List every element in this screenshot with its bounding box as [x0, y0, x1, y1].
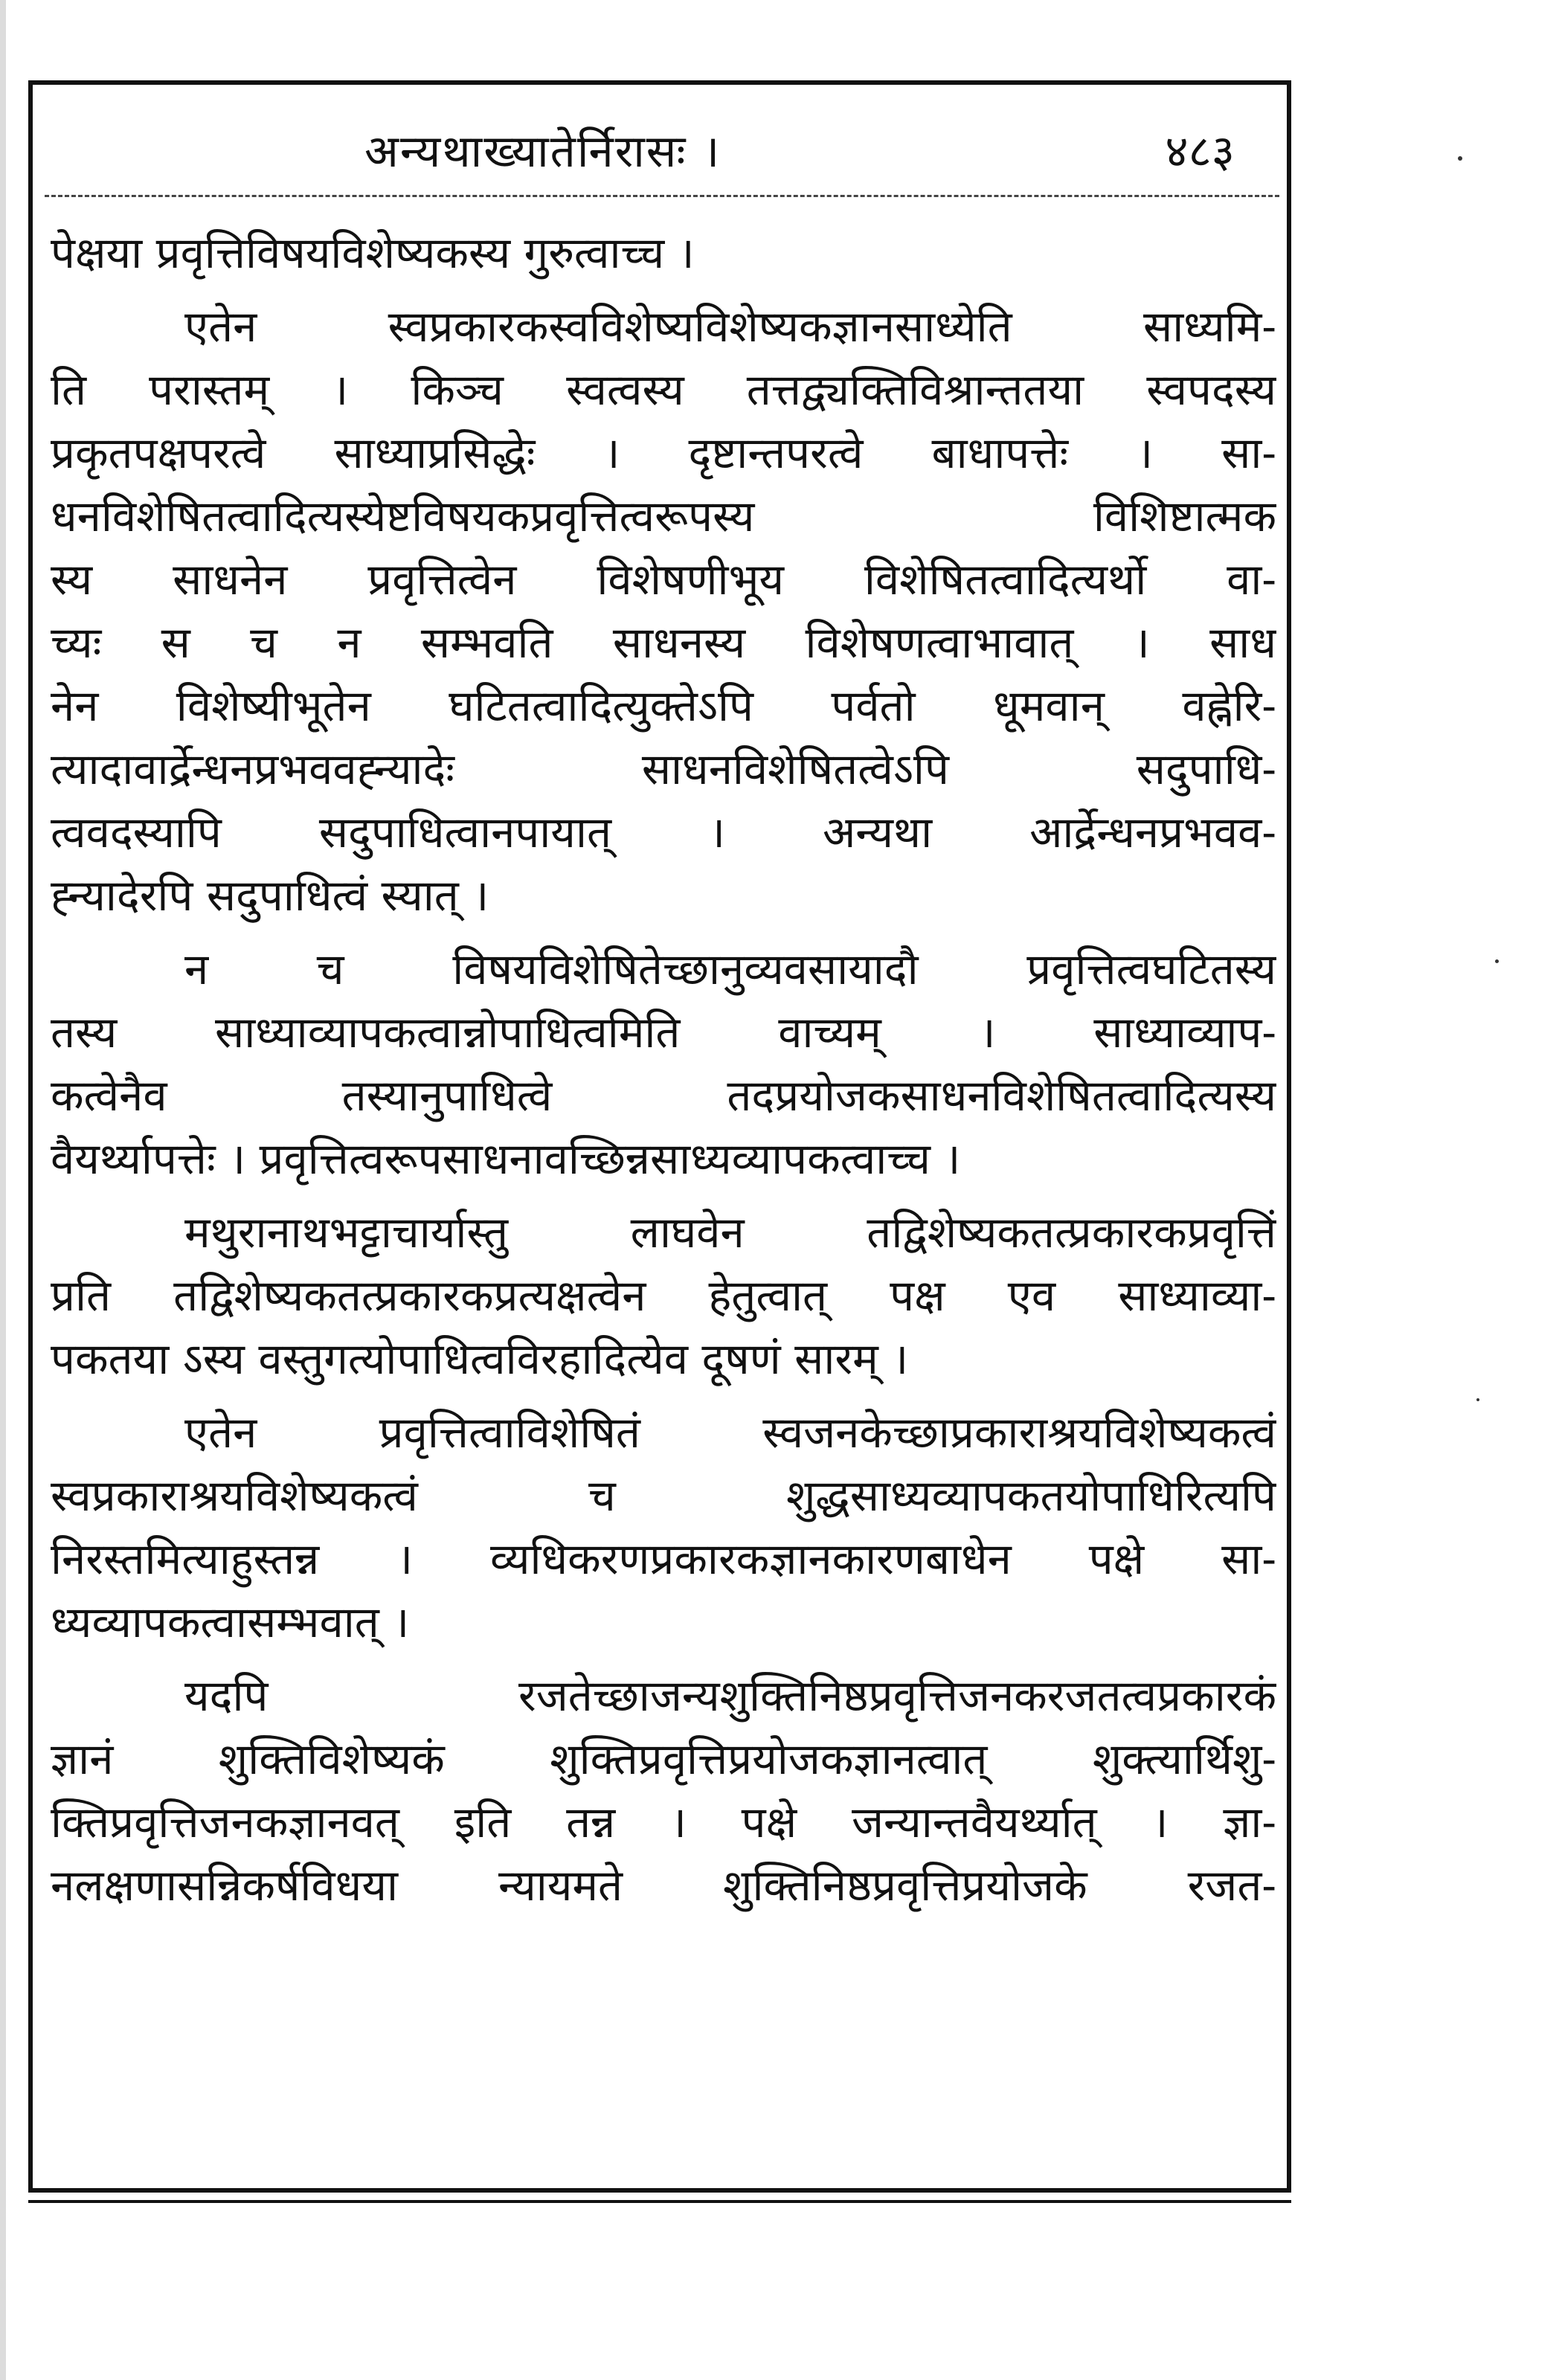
text-line: नेन विशेष्यीभूतेन घटितत्वादित्युक्तेऽपि पर्वतो धूमवान् वह्नेरि-	[51, 681, 1276, 731]
body-text	[51, 222, 1276, 1928]
page-number: ४८३	[1165, 126, 1235, 178]
text-line: स्य साधनेन प्रवृत्तित्वेन विशेषणीभूय विशेषितत्वादित्यर्थो वा-	[51, 554, 1276, 605]
text-line: ति परास्तम् । किञ्च स्वत्वस्य तत्तद्व्यक्तिविश्रान्ततया स्वपदस्य	[51, 364, 1276, 415]
text-line: नलक्षणासन्निकर्षविधया न्यायमते शुक्तिनिष्ठप्रवृत्तिप्रयोजके रजत-	[51, 1860, 1276, 1911]
text-line: पेक्षया प्रवृत्तिविषयविशेष्यकस्य गुरुत्वाच्च ।	[51, 228, 695, 278]
running-head	[45, 119, 1279, 186]
text-line: क्तिप्रवृत्तिजनकज्ञानवत् इति तन्न । पक्षे जन्यान्तवैयर्थ्यात् । ज्ञा-	[51, 1797, 1276, 1847]
text-line: धनविशेषितत्वादित्यस्येष्टविषयकप्रवृत्तित्वरूपस्य विशिष्टात्मक	[51, 491, 1276, 541]
text-line: वैयर्थ्यापत्तेः । प्रवृत्तित्वरूपसाधनावच्छिन्नसाध्यव्यापकत्वाच्च ।	[51, 1133, 961, 1184]
text-line: त्यादावार्द्रेन्धनप्रभववह्न्यादेः साधनविशेषितत्वेऽपि सदुपाधि-	[51, 744, 1276, 794]
paragraph-mathuranatha	[51, 1201, 1276, 1391]
scan-speck	[1458, 156, 1462, 161]
text-line: न च विषयविशेषितेच्छानुव्यवसायादौ प्रवृत्तित्वघटितस्य	[184, 944, 1276, 994]
scan-speck	[1495, 959, 1499, 963]
text-line: च्यः स च न सम्भवति साधनस्य विशेषणत्वाभावात् । साध	[51, 617, 1276, 668]
text-line: एतेन स्वप्रकारकस्वविशेष्यविशेष्यकज्ञानसाध्येति साध्यमि-	[184, 301, 1276, 352]
paragraph-yadapi	[51, 1665, 1276, 1917]
text-line: प्रकृतपक्षपरत्वे साध्याप्रसिद्धेः । दृष्टान्तपरत्वे बाधापत्तेः । सा-	[51, 428, 1276, 478]
text-line: यदपि रजतेच्छाजन्यशुक्तिनिष्ठप्रवृत्तिजनकरजतत्वप्रकारकं	[184, 1670, 1276, 1721]
text-line: मथुरानाथभट्टाचार्यास्तु लाघवेन तद्विशेष्यकतत्प्रकारकप्रवृत्तिं	[184, 1207, 1276, 1258]
paragraph-na-ca	[51, 938, 1276, 1191]
scan-speck	[1476, 1398, 1479, 1401]
text-line: ह्न्यादेरपि सदुपाधित्वं स्यात् ।	[51, 870, 489, 921]
text-line: निरस्तमित्याहुस्तन्न । व्यधिकरणप्रकारकज्ञानकारणबाधेन पक्षे सा-	[51, 1534, 1276, 1584]
paragraph-etena-1	[51, 295, 1276, 927]
paragraph-etena-2	[51, 1401, 1276, 1654]
header-rule	[45, 195, 1279, 197]
text-line: तस्य साध्याव्यापकत्वान्नोपाधित्वमिति वाच्यम् । साध्याव्याप-	[51, 1007, 1276, 1058]
text-line: ज्ञानं शुक्तिविशेष्यकं शुक्तिप्रवृत्तिप्रयोजकज्ञानत्वात् शुक्त्यार्थिशु-	[51, 1734, 1276, 1784]
text-line: कत्वेनैव तस्यानुपाधित्वे तदप्रयोजकसाधनविशेषितत्वादित्यस्य	[51, 1070, 1276, 1121]
page-edge-shadow	[0, 0, 6, 2380]
running-title: अन्यथाख्यातेर्निरासः ।	[364, 126, 721, 178]
text-line: त्ववदस्यापि सदुपाधित्वानपायात् । अन्यथा आर्द्रेन्धनप्रभवव-	[51, 807, 1276, 858]
text-line: एतेन प्रवृत्तित्वाविशेषितं स्वजनकेच्छाप्रकाराश्रयविशेष्यकत्वं	[184, 1407, 1276, 1458]
text-line: ध्यव्यापकत्वासम्भवात् ।	[51, 1597, 410, 1647]
bottom-rule	[28, 2200, 1291, 2203]
text-line: स्वप्रकाराश्रयविशेष्यकत्वं च शुद्धसाध्यव्यापकतयोपाधिरित्यपि	[51, 1470, 1276, 1521]
text-line: प्रति तद्विशेष्यकतत्प्रकारकप्रत्यक्षत्वेन हेतुत्वात् पक्ष एव साध्याव्या-	[51, 1270, 1276, 1321]
paragraph-continuation	[51, 222, 1276, 285]
text-line: पकतया ऽस्य वस्तुगत्योपाधित्वविरहादित्येव दूषणं सारम् ।	[51, 1334, 909, 1384]
